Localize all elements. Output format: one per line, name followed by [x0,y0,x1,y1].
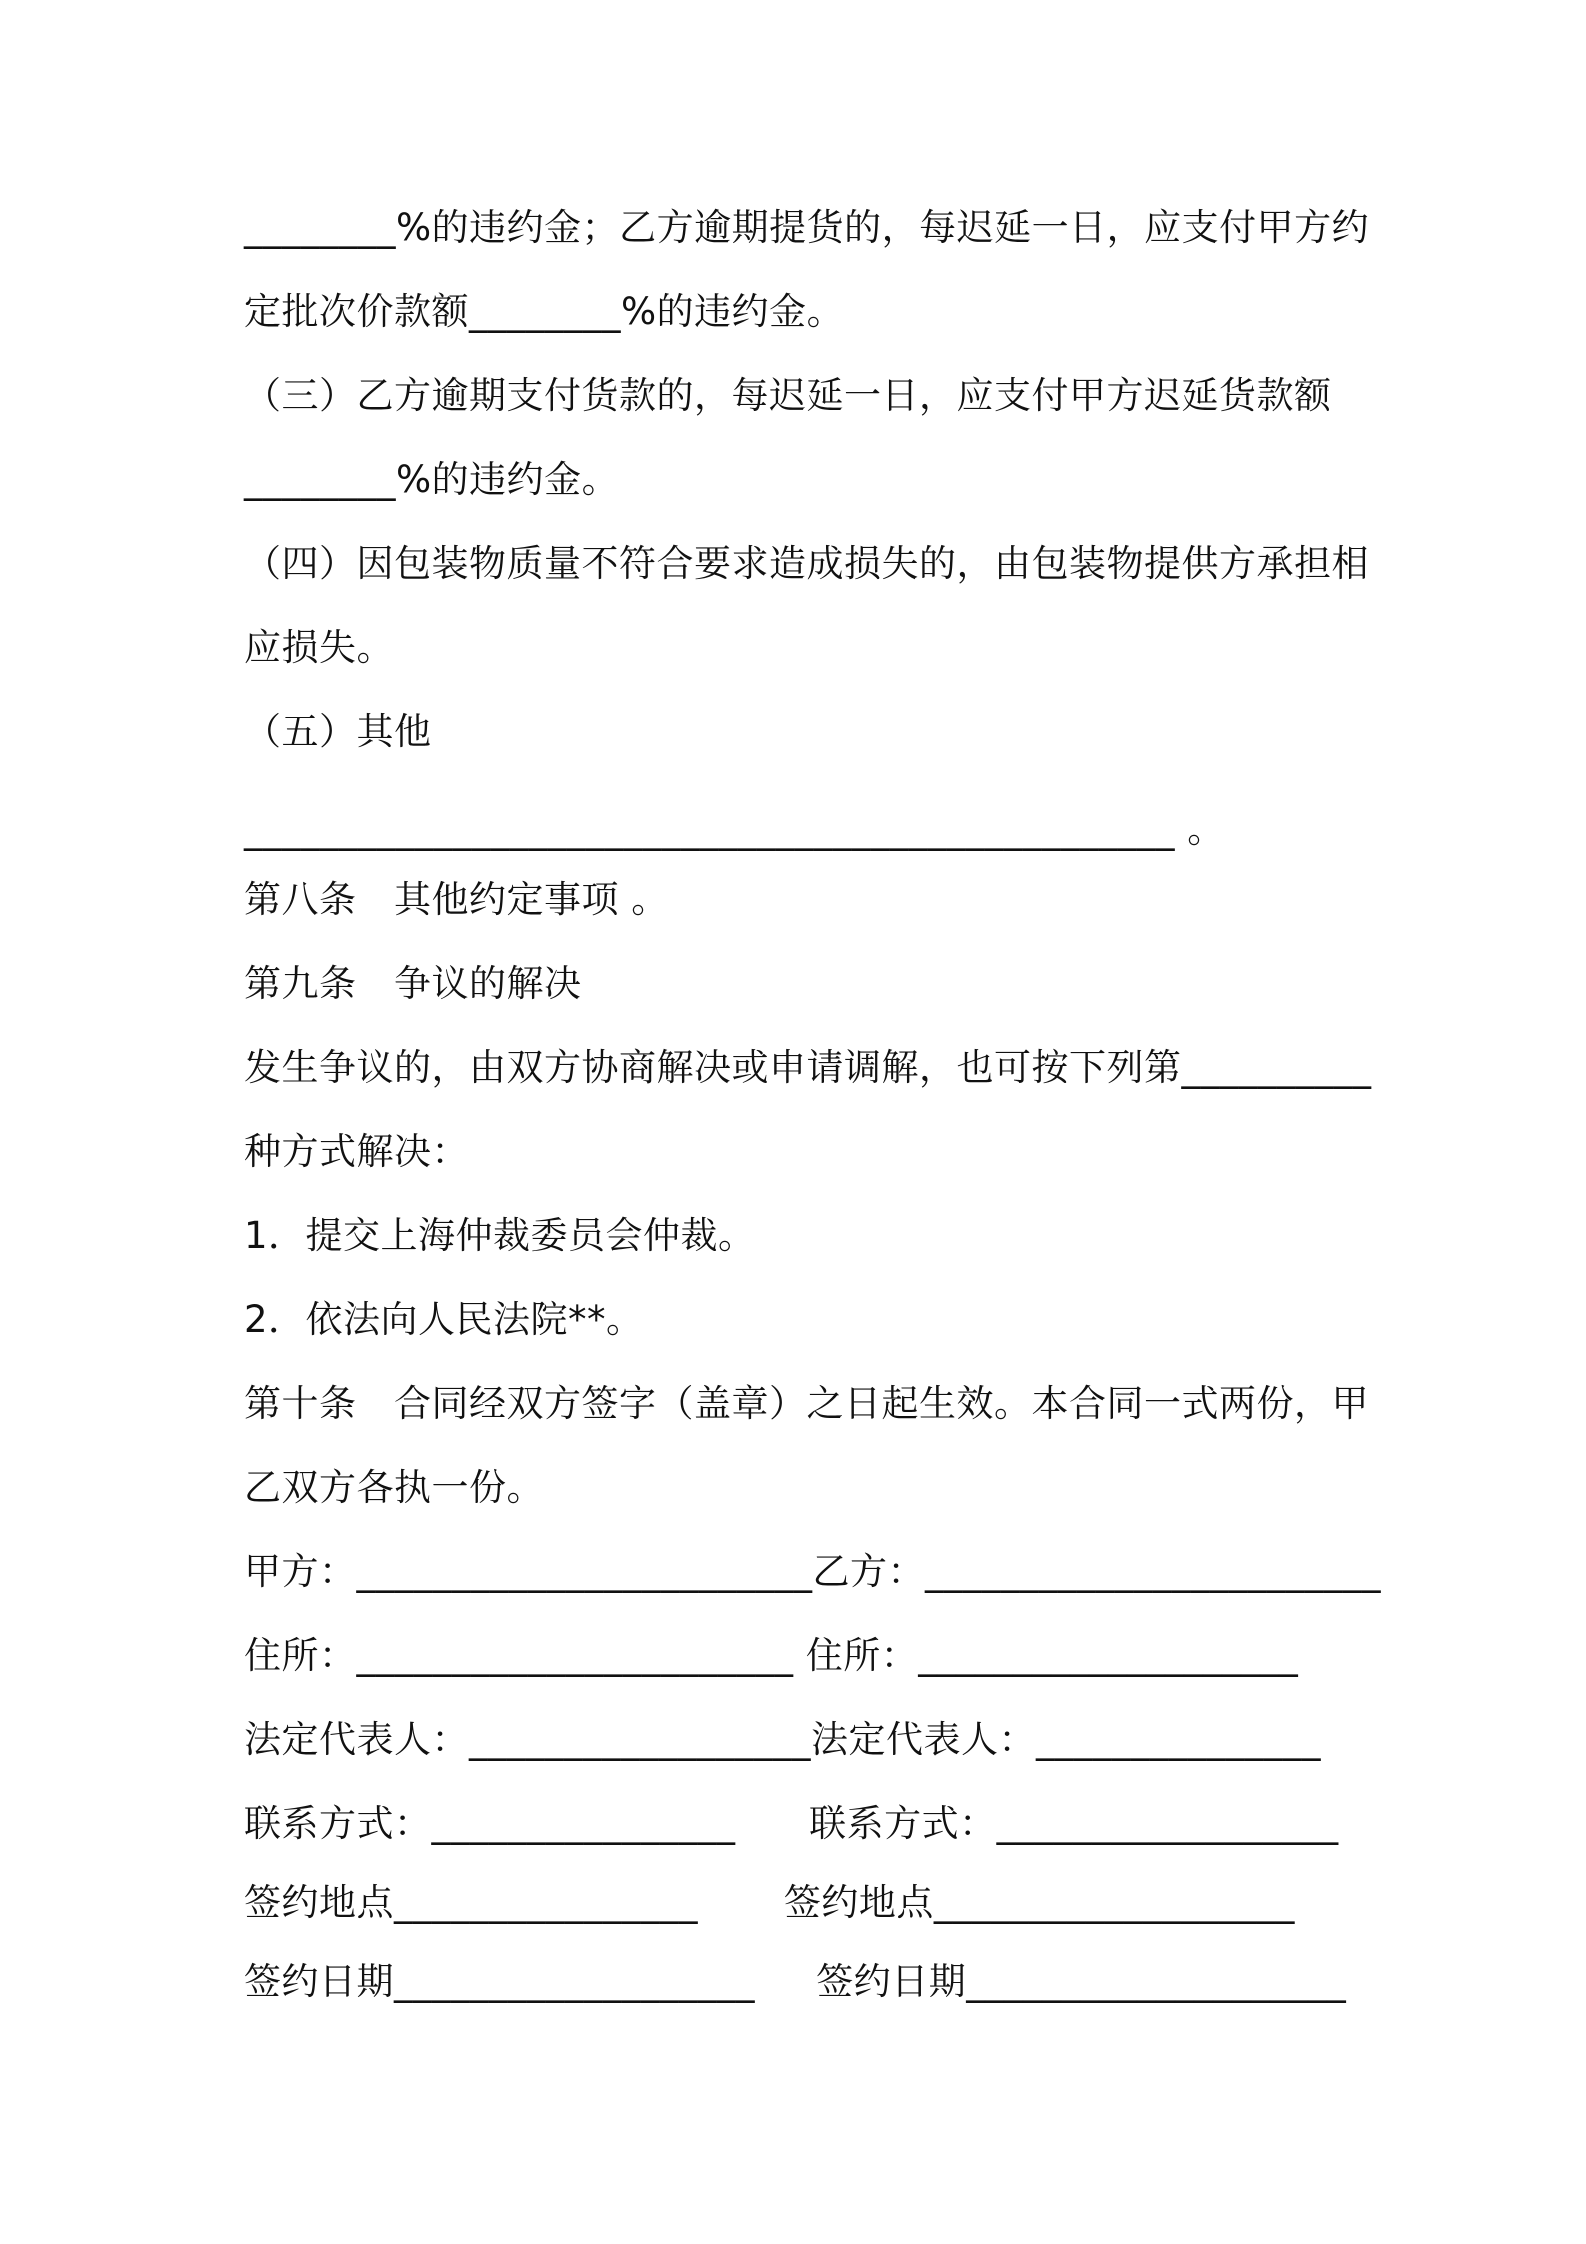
text-line-8: _________________________________________________ 。 [244,808,1225,851]
article-9-heading: 第九条 争议的解决 [244,962,582,1005]
text-line-12: 种方式解决： [244,1130,469,1173]
article-10-heading: 第十条 合同经双方签字（盖章）之日起生效。本合同一式两份，甲 [244,1382,1369,1425]
signature-place-line: 签约地点________________ 签约地点___________________ [244,1881,1295,1924]
text-line-11: 发生争议的，由双方协商解决或申请调解，也可按下列第__________ [244,1046,1372,1089]
text-line-2: 定批次价款额________%的违约金。 [244,290,845,333]
article-8-heading: 第八条 其他约定事项 。 [244,878,669,921]
signature-contact-line: 联系方式：________________ 联系方式：__________________ [244,1802,1339,1845]
text-line-6: 应损失。 [244,626,394,669]
text-line-16: 乙双方各执一份。 [244,1466,544,1509]
option-2: 2．依法向人民法院**。 [244,1298,644,1341]
option-1: 1．提交上海仲裁委员会仲裁。 [244,1214,756,1257]
text-line-7: （五）其他 [244,710,432,753]
text-line-1: ________%的违约金；乙方逾期提货的，每迟延一日，应支付甲方约 [244,206,1370,249]
text-line-4: ________%的违约金。 [244,458,620,501]
signature-date-line: 签约日期___________________ 签约日期____________________ [244,1960,1347,2003]
text-line-3: （三）乙方逾期支付货款的，每迟延一日，应支付甲方迟延货款额 [244,374,1332,417]
signature-address-line: 住所：_______________________ 住所：____________________ [244,1634,1299,1677]
signature-party-line: 甲方：________________________乙方：________________________ [244,1550,1381,1593]
signature-rep-line: 法定代表人：__________________法定代表人：_______________ [244,1718,1321,1761]
text-line-5: （四）因包装物质量不符合要求造成损失的，由包装物提供方承担相 [244,542,1369,585]
